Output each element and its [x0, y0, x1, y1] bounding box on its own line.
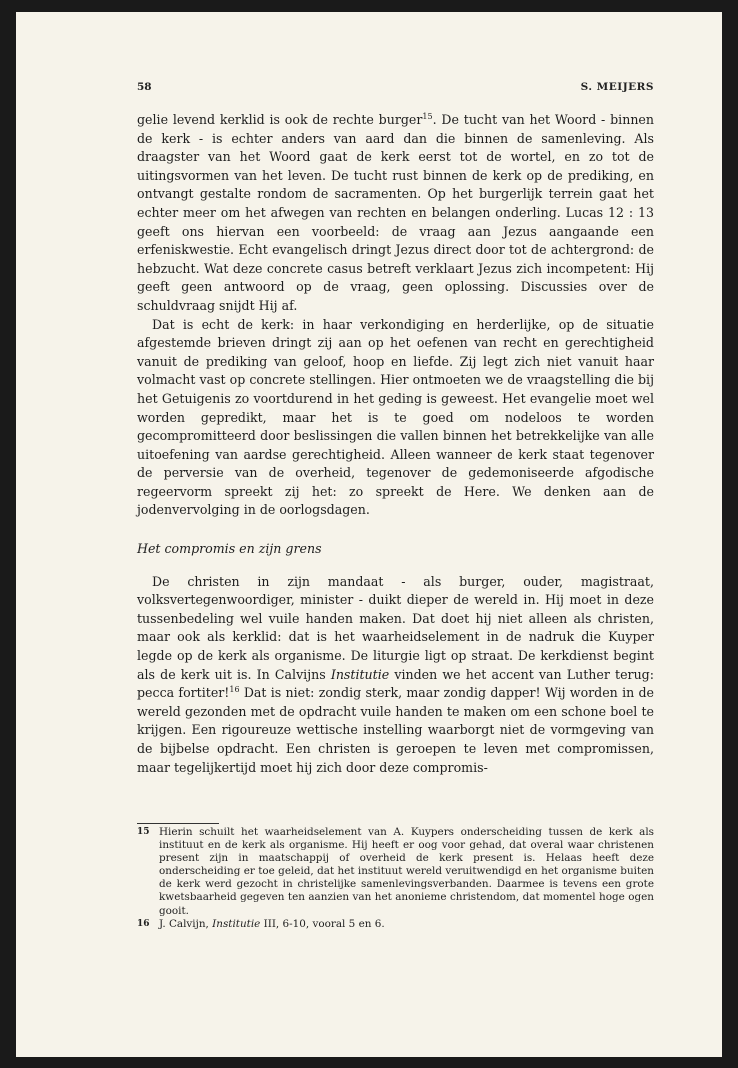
paragraph-1: gelie levend kerklid is ook de rechte burger$^{15}$. De tucht van het Woord - binnen de kerk - is echter anders van aard dan die binnen de samenleving. Als draagster van het Woord gaat de kerk eerst tot de wortel, en zo tot de uitingsvormen van het leven. De tucht rust binnen de kerk op de prediking, en ontvangt gestalte rondom de sacramenten. Op het burgerlijk terrein gaat het echter meer om het afwegen van rechten en belangen onderling. Lucas 12 : 13 geeft ons hiervan een voorbeeld: de vraag aan Jezus aangaande een erfeniskwestie. Echt evangelisch dringt Jezus direct door tot de achtergrond: de hebzucht. Wat deze concrete casus betreft verklaart Jezus zich incompetent: Hij geeft geen antwoord op de vraag, geen oplossing. Discussies over de schuldvraag snijdt Hij af. — [137, 112, 654, 313]
section-heading: Het compromis en zijn grens — [137, 541, 322, 557]
body-text — [137, 111, 654, 777]
footnote-number: 16 — [137, 918, 150, 929]
footnote-text: J. Calvijn, Institutie III, 6-10, vooral 5 en 6. — [159, 917, 385, 930]
footnote-16 — [137, 918, 654, 931]
footnotes — [137, 826, 654, 931]
paragraph-3: De christen in zijn mandaat - als burger, ouder, magistraat, volksvertegenwoordiger, minister - duikt dieper de wereld in. Hij moet in deze tussenbedeling wel vuile handen maken. Dat doet hij niet alleen als christen, maar ook als kerklid: dat is het waarheidselement in de nadruk die Kuyper legde op de kerk als organisme. De liturgie ligt op straat. De kerkdienst begint als de kerk uit is. In Calvijns Institutie vinden we het accent van Luther terug: pecca fortiter!$^{16}$ Dat is niet: zondig sterk, maar zondig dapper! Wij worden in de wereld gezonden met de opdracht vuile handen te maken om een schone boel te krijgen. Een rigoureuze wettische instelling waarborgt niet de vormgeving van de bijbelse opdracht. Een christen is geroepen te leven met compromissen, maar tegelijkertijd moet hij zich door deze compromis- — [137, 573, 654, 775]
running-header — [137, 81, 654, 97]
footnote-divider — [137, 823, 219, 824]
footnote-number: 15 — [137, 827, 150, 837]
paragraph-2: Dat is echt de kerk: in haar verkondiging en herderlijke, op de situatie afgestemde brieven dringt zij aan op het oefenen van recht en gerechtigheid vanuit de prediking van geloof, hoop en liefde. Zij legt zich niet vanuit haar volmacht vast op concrete stellingen. Hier ontmoeten we de vraagstelling die bij het Getuigenis zo voortdurend in het geding is geweest. Het evangelie moet wel worden gepredikt, maar het is te goed om nodeloos te worden gecompromitteerd door beslissingen die vallen binnen het betrekkelijke van alle uitoefening van aardse gerechtigheid. Alleen wanneer de kerk staat tegenover de perversie van de overheid, tegenover de gedemoniseerde afgodische regeervorm spreekt zij het: zo spreekt de Here. We denken aan de jodenvervolging in de oorlogsdagen. — [137, 316, 654, 518]
page-number: 58 — [137, 81, 152, 93]
footnote-ref-16[interactable]: 16 — [229, 685, 240, 695]
running-head-author: S. MEIJERS — [580, 81, 654, 93]
book-page — [16, 12, 722, 1057]
italic-title: Institutie — [330, 666, 390, 682]
footnote-15 — [137, 826, 654, 918]
footnote-text: Hierin schuilt het waarheidselement van A. Kuypers onderscheiding tussen de kerk als instituut en de kerk als organisme. Hij heeft er oog voor gehad, dat overal waar christenen present zijn in maatschappij of overheid de kerk present is. Helaas heeft deze onderscheiding er toe geleid, dat het instituut wereld veruitwendigd en het organisme buiten de kerk werd gezocht in christelijke samenlevingsverbanden. Daarmee is tevens een grote kwetsbaarheid gegeven ten aanzien van het anonieme christendom, dat momentel hoge ogen gooit. — [159, 826, 654, 917]
footnote-ref-15[interactable]: 15 — [422, 112, 433, 121]
